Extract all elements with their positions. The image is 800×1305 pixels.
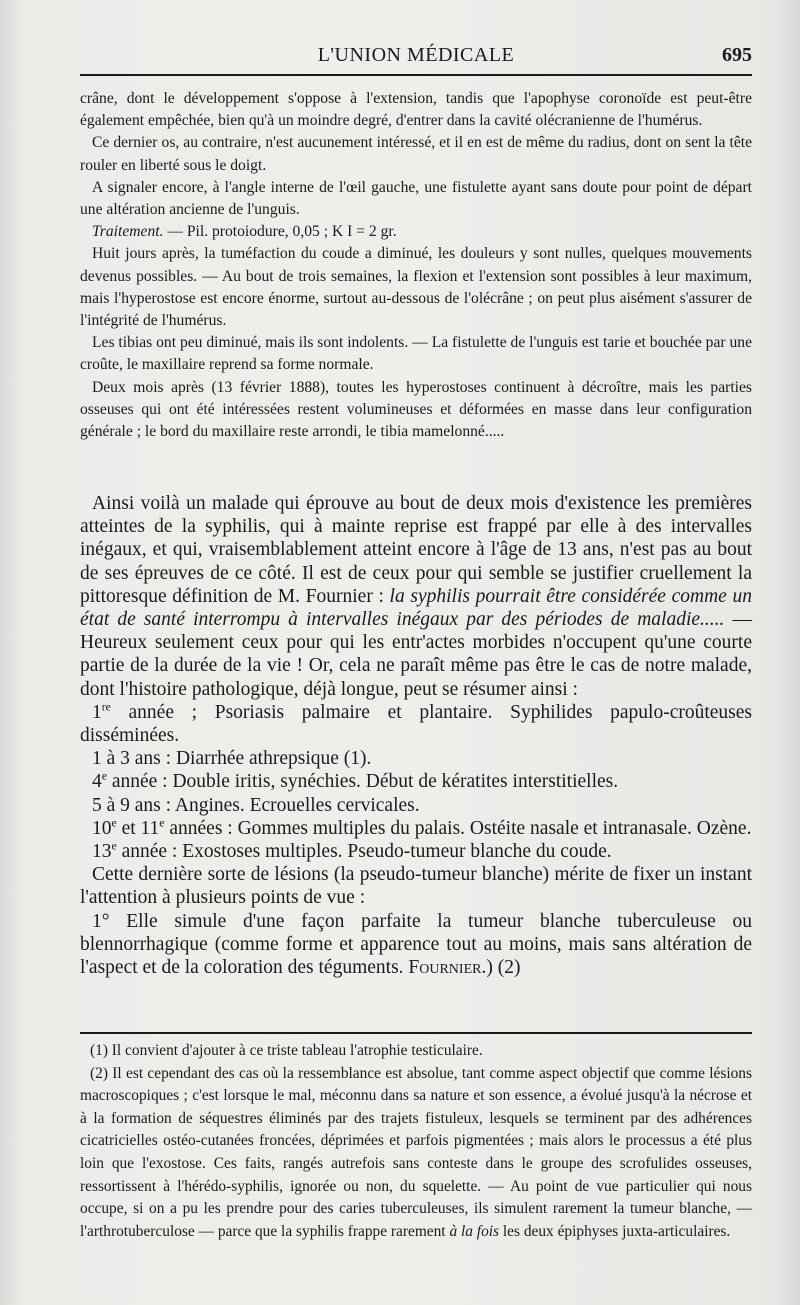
footnote-rule	[80, 1032, 752, 1034]
timeline-number: 5 à 9 ans	[92, 794, 161, 816]
timeline-number: 10	[92, 817, 112, 839]
footnote-italic: à la fois	[449, 1222, 500, 1240]
point-number: 1°	[92, 910, 110, 932]
timeline-number: 1	[92, 701, 102, 723]
fournier-quote: la syphilis pourrait être considérée comme un état de santé interrompu à intervalles inégaux par des périodes de maladie.....	[80, 585, 752, 631]
paragraph: Cette dernière sorte de lésions (la pseudo-tumeur blanche) mérite de fixer un instant l'attention à plusieurs points de vue :	[80, 864, 752, 909]
timeline-text: années : Gommes multiples du palais. Ostéite nasale et intranasale. Ozène.	[164, 817, 752, 839]
timeline-text: année : Exostoses multiples. Pseudo-tumeur blanche du coude.	[116, 841, 612, 863]
intro-text-end: — Heureux seulement ceux pour qui les entr'actes morbides n'occupent qu'une courte partie de la durée de la vie ! Or, cela ne paraît même pas être le cas de notre malade, dont l'histoire pathologique, déjà longue, peut se résumer ainsi :	[80, 609, 753, 700]
timeline-ordinal: re	[101, 700, 111, 714]
footnote-1: (1) Il convient d'ajouter à ce triste tableau l'atrophie testiculaire.	[90, 1042, 483, 1059]
paragraph: Deux mois après (13 février 1888), toutes les hyperostoses continuent à décroître, mais les parties osseuses qui ont été intéressées restent volumineuses et déformées en masse dans leur configuration générale ; le bord du maxillaire reste arrondi, le tibia mamelonné.....	[80, 378, 752, 441]
timeline-number: 13	[92, 841, 112, 863]
timeline-text: année ; Psoriasis palmaire et plantaire. Syphilides papulo-croûteuses disséminées.	[80, 701, 752, 747]
timeline-item	[80, 747, 752, 770]
timeline-item	[80, 817, 752, 840]
author-name: Fournier	[408, 957, 482, 979]
timeline-text: : Diarrhée athrepsique (1).	[160, 748, 372, 770]
timeline-text: et 11	[116, 817, 160, 839]
timeline-text: année : Double iritis, synéchies. Début de kératites interstitielles.	[106, 771, 619, 793]
paragraph: crâne, dont le développement s'oppose à l'extension, tandis que l'apophyse coronoïde est peut-être également empêchée, bien qu'à un moindre degré, d'entrer dans la cavité olécranienne de l'humérus.	[80, 90, 752, 130]
header-rule	[80, 74, 752, 76]
paragraph: A signaler encore, à l'angle interne de l'œil gauche, une fistulette ayant sans doute pour point de départ une altération ancienne de l'unguis.	[80, 178, 752, 219]
footnotes	[80, 1040, 752, 1243]
footnote-2	[80, 1063, 752, 1244]
timeline-item	[80, 840, 752, 863]
point-text: Elle simule d'une façon parfaite la tumeur blanche tuberculeuse ou blennorrhagique (comme forme et apparence tout au moins, mais sans altération de l'aspect et de la coloration des téguments.	[80, 910, 752, 979]
discussion-block	[80, 492, 752, 979]
paragraph: Les tibias ont peu diminué, mais ils sont indolents. — La fistulette de l'unguis est tarie et bouchée par une croûte, le maxillaire reprend sa forme normale.	[80, 334, 752, 374]
page-number: 695	[722, 44, 752, 66]
timeline-ordinal: e	[101, 769, 107, 783]
timeline-ordinal: e	[111, 839, 117, 853]
point-end: .) (2)	[481, 957, 521, 979]
footnote-text-end: les deux épiphyses juxta-articulaires.	[499, 1222, 731, 1240]
timeline-ordinal: e	[159, 816, 165, 830]
observation-block	[80, 88, 752, 443]
timeline-item	[80, 770, 752, 793]
footnote-text: (2) Il est cependant des cas où la ressemblance est absolue, tant comme aspect objectif que comme lésions macroscopiques ; c'est lorsque le mal, méconnu dans sa nature et son essence, a évolué jusqu'à la nécrose et à la formation de séquestres éliminés par des trajets fistuleux, lesquels se terminent par des adhérences cicatricielles ostéo-cutanées froncées, déprimées et parfois pigmentées ; mais alors le processus a été plus loin que l'exostose. Ces faits, rangés autrefois sans conteste dans le groupe des scrofulides osseuses, ressortissent à l'hérédo-syphilis, ignorée ou non, du squelette. — Au point de vue particulier qui nous occupe, si on a pu les prendre pour des caries tuberculeuses, ils simulent rarement la tumeur blanche, — l'arthrotuberculose — parce que la syphilis frappe rarement	[80, 1064, 752, 1240]
timeline-number: 4	[92, 771, 102, 793]
paragraph: Ce dernier os, au contraire, n'est aucunement intéressé, et il en est de même du radius, dont on sent la tête rouler en liberté sous le doigt.	[80, 134, 752, 174]
timeline-text: : Angines. Ecrouelles cervicales.	[160, 794, 420, 816]
timeline-ordinal: e	[111, 816, 117, 830]
paragraph	[80, 221, 752, 243]
running-title: L'UNION MÉDICALE	[317, 44, 515, 66]
timeline-number: 1 à 3 ans	[92, 748, 161, 770]
page-header	[80, 44, 752, 72]
paragraph: Huit jours après, la tuméfaction du coude a diminué, les douleurs y sont nulles, quelques mouvements devenus possibles. — Au bout de trois semaines, la flexion et l'extension sont possibles à leur maximum, mais l'hyperostose est encore énorme, surtout au-dessous de l'olécrâne ; on peut plus aisément s'assurer de l'intégrité de l'humérus.	[80, 245, 752, 330]
treatment-text: — Pil. protoiodure, 0,05 ; K I = 2 gr.	[163, 223, 397, 241]
intro-text: Ainsi voilà un malade qui éprouve au bout de deux mois d'existence les premières atteintes de la syphilis, qui à mainte reprise est frappé par elle à des intervalles inégaux, et qui, vraisemblablement atteint encore à l'âge de 13 ans, n'est pas au bout de ses épreuves de ce côté. Il est de ceux pour qui semble se justifier cruellement la pittoresque définition de M. Fournier :	[80, 493, 752, 607]
paragraph	[80, 910, 752, 980]
timeline-item	[80, 701, 752, 747]
treatment-label: Traitement.	[92, 223, 164, 241]
paragraph	[80, 492, 752, 701]
timeline-item	[80, 794, 752, 817]
